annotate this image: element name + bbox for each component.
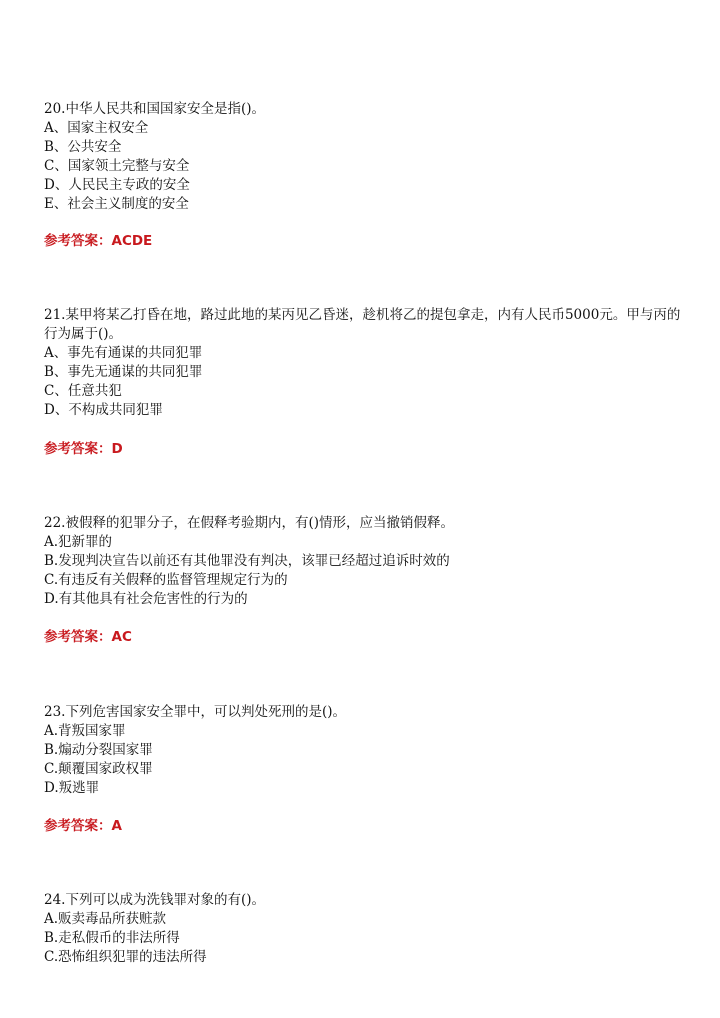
answer-label: 参考答案： bbox=[44, 441, 112, 457]
question-20 bbox=[44, 100, 684, 214]
option-a: A.犯新罪的 bbox=[44, 534, 113, 550]
option-c: C.颠覆国家政权罪 bbox=[44, 761, 153, 777]
answer-21 bbox=[44, 440, 123, 459]
question-text: 21.某甲将某乙打昏在地，路过此地的某丙见乙昏迷，趁机将乙的提包拿走，内有人民币5000元。甲与丙的行为属于()。 bbox=[44, 307, 681, 342]
answer-value: ACDE bbox=[111, 233, 153, 249]
option-a: A、事先有通谋的共同犯罪 bbox=[44, 345, 203, 361]
option-c: C.有违反有关假释的监督管理规定行为的 bbox=[44, 572, 288, 588]
answer-22 bbox=[44, 628, 132, 647]
answer-value: A bbox=[111, 818, 122, 834]
answer-20 bbox=[44, 232, 152, 251]
option-e: E、社会主义制度的安全 bbox=[44, 196, 189, 212]
option-c: C、任意共犯 bbox=[44, 383, 122, 399]
answer-value: D bbox=[111, 441, 123, 457]
option-b: B、事先无通谋的共同犯罪 bbox=[44, 364, 203, 380]
option-b: B、公共安全 bbox=[44, 139, 122, 155]
option-b: B.发现判决宣告以前还有其他罪没有判决，该罪已经超过追诉时效的 bbox=[44, 553, 450, 569]
question-22 bbox=[44, 514, 684, 609]
option-a: A.背叛国家罪 bbox=[44, 723, 126, 739]
question-text: 23.下列危害国家安全罪中，可以判处死刑的是()。 bbox=[44, 704, 347, 720]
option-a: A.贩卖毒品所获赃款 bbox=[44, 911, 167, 927]
answer-23 bbox=[44, 817, 122, 836]
option-c: C.恐怖组织犯罪的违法所得 bbox=[44, 949, 207, 965]
question-24 bbox=[44, 891, 684, 967]
answer-label: 参考答案： bbox=[44, 233, 112, 249]
question-23 bbox=[44, 703, 684, 798]
option-d: D、人民民主专政的安全 bbox=[44, 177, 190, 193]
option-d: D.有其他具有社会危害性的行为的 bbox=[44, 591, 248, 607]
option-b: B.走私假币的非法所得 bbox=[44, 930, 180, 946]
answer-label: 参考答案： bbox=[44, 629, 112, 645]
question-text: 20.中华人民共和国国家安全是指()。 bbox=[44, 101, 266, 117]
question-text: 22.被假释的犯罪分子，在假释考验期内，有()情形，应当撤销假释。 bbox=[44, 515, 455, 531]
option-d: D.叛逃罪 bbox=[44, 780, 100, 796]
option-d: D、不构成共同犯罪 bbox=[44, 402, 163, 418]
option-a: A、国家主权安全 bbox=[44, 120, 149, 136]
option-c: C、国家领土完整与安全 bbox=[44, 158, 190, 174]
question-text: 24.下列可以成为洗钱罪对象的有()。 bbox=[44, 892, 266, 908]
question-21 bbox=[44, 306, 684, 420]
option-b: B.煽动分裂国家罪 bbox=[44, 742, 153, 758]
answer-label: 参考答案： bbox=[44, 818, 112, 834]
answer-value: AC bbox=[111, 629, 132, 645]
